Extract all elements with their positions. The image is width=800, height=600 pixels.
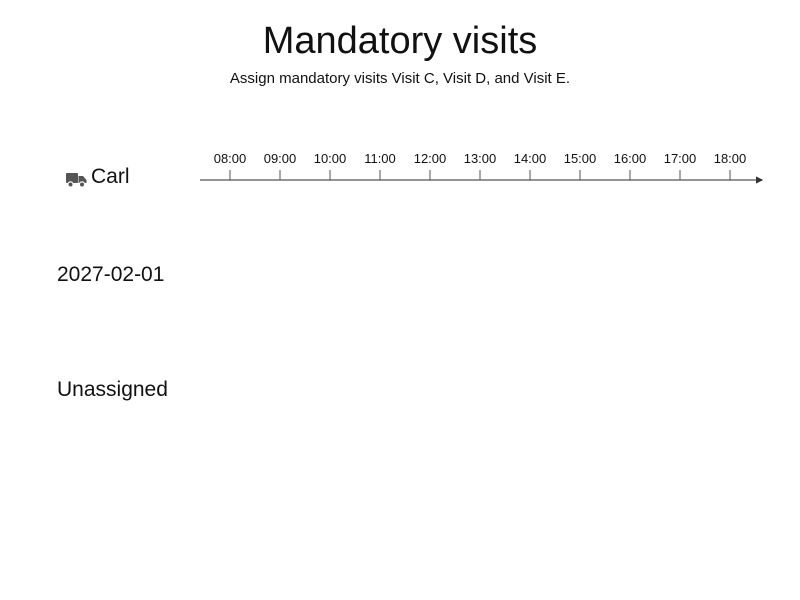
timeline-axis: [200, 145, 770, 190]
timeline-tick-label: 08:00: [213, 151, 247, 166]
date-row-label: 2027-02-01: [57, 263, 165, 286]
timeline-tick-label: 10:00: [313, 151, 347, 166]
timeline-tick-label: 18:00: [713, 151, 747, 166]
page-title: Mandatory visits: [262, 20, 538, 62]
timeline-tick-label: 12:00: [413, 151, 447, 166]
vehicle-name: Carl: [91, 165, 130, 188]
unassigned-row-label: Unassigned: [57, 378, 168, 401]
page-subtitle: Assign mandatory visits Visit C, Visit D, and Visit E.: [229, 70, 571, 87]
timeline-tick-label: 09:00: [263, 151, 297, 166]
timeline-tick-label: 13:00: [463, 151, 497, 166]
timeline-tick-label: 17:00: [663, 151, 697, 166]
vehicle-row-carl[interactable]: [66, 164, 130, 190]
timeline-tick-label: 11:00: [364, 151, 396, 166]
truck-icon: [66, 169, 87, 185]
timeline-tick-label: 16:00: [613, 151, 647, 166]
timeline-tick-label: 15:00: [563, 151, 597, 166]
timeline-tick-label: 14:00: [513, 151, 547, 166]
